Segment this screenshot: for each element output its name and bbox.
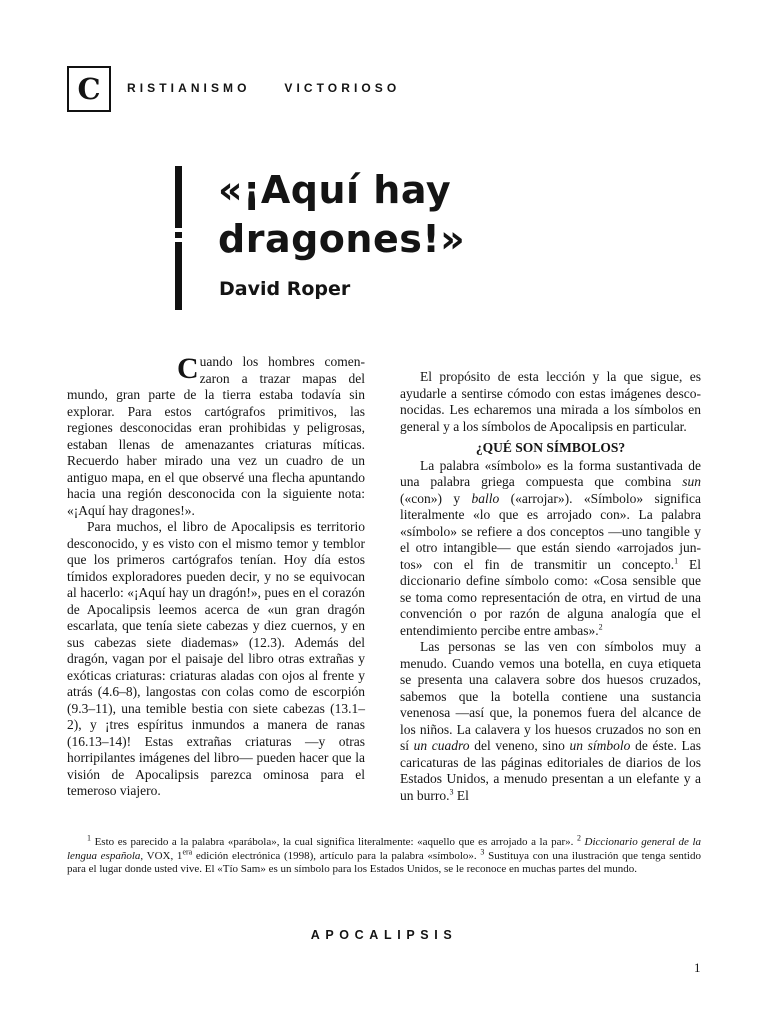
paragraph bbox=[400, 639, 701, 804]
paragraph: El propósito de esta lección y la que sigue, es ayudarle a sentirse cómodo con estas imágenes desconocidas. Les echaremos una mirada a los símbolos en general y a los símbolos de Apocalipsis en particular. bbox=[400, 369, 701, 434]
footnotes bbox=[67, 833, 701, 877]
header-title: RISTIANISMO VICTORIOSO bbox=[127, 81, 401, 95]
footnote-italic: Diccionario general de la lengua española bbox=[67, 836, 701, 862]
author-name: David Roper bbox=[219, 278, 351, 300]
paragraph bbox=[400, 458, 701, 640]
footnote-text: edición electrónica (1998), artículo para la palabra «símbolo». bbox=[192, 849, 481, 862]
footnote-number: 3 bbox=[480, 846, 485, 856]
footnote-number: 2 bbox=[576, 833, 581, 843]
title-bar-segment bbox=[175, 166, 182, 228]
header-initial: C bbox=[77, 71, 101, 106]
italic-term: un símbolo bbox=[569, 738, 631, 753]
text-run: de éste. Las caricaturas de las páginas editoriales de diarios de los Estados Unidos, a menudo presentan a un elefante y a un burro. bbox=[400, 738, 701, 803]
text-run: El bbox=[453, 787, 469, 803]
text-run: («con») y bbox=[400, 490, 472, 506]
footnote-number: 1 bbox=[87, 833, 91, 843]
right-column bbox=[400, 369, 701, 804]
footnote-ref: 3 bbox=[449, 787, 454, 796]
text-run: El diccionario define símbolo como: «Cosa sensible que se toma como representación de otra, en virtud de una convención o por razón de alguna analogía que el entendimiento percibe entre ambas». bbox=[400, 556, 702, 638]
title-line-2: dragones!» bbox=[218, 217, 466, 261]
title-bar-segment bbox=[175, 242, 182, 310]
title-bar-segment bbox=[175, 232, 182, 238]
text-run: Las personas se las ven con símbolos muy a menudo. Cuando vemos una botella, en cuya etiqueta se presenta una calavera sobre dos huesos cruzados, sabemos que la botella contiene una sustancia venenosa —así que, la ponemos fuera del alcance de los niños. La calavera y los huesos cruzados no son en sí bbox=[400, 639, 701, 753]
footnote-text: , VOX, 1 bbox=[140, 849, 183, 862]
italic-term: un cuadro bbox=[413, 738, 470, 753]
text-run: del veneno, sino bbox=[469, 738, 570, 753]
ordinal-suffix: era bbox=[182, 846, 193, 856]
section-heading: ¿QUÉ SON SÍMBOLOS? bbox=[475, 440, 626, 455]
text-run: La palabra «símbolo» es la forma sustantivada de una palabra griega compuesta que combina bbox=[400, 457, 701, 489]
footnote-text: Esto es parecido a la palabra «parábola», la cual significa literalmente: «aquello que es arrojado a la par». bbox=[91, 836, 577, 848]
left-column bbox=[67, 354, 365, 800]
italic-term: ballo bbox=[471, 490, 500, 506]
article-title bbox=[218, 166, 465, 264]
paragraph: Para muchos, el libro de Apocalipsis es territorio desconocido, y es visto con el mismo temor y temblor que los primeros cartógrafos tenían. Hoy día estos tímidos exploradores pueden decir, y no se equivocan al hacerlo: «¡Aquí hay un dragón!», pues en el corazón de Apocalipsis leemos acerca de «un gran dragón escarlata, que tenía siete cabezas y diez cuernos, y en sus cabezas siete diademas» (12.3). Además del dragón, vagan por el paisaje del libro otras extrañas y exóticas criaturas: criaturas aladas con ojos al frente y atrás (4.6–8), langostas con colas como de escorpión (9.3–11), una temible bestia con siete cabezas (13.1–2), y ¡tres espíritus inmundos a manera de ranas (16.13–14)! Estas extrañas criaturas —y otras horripilantes imágenes del libro— pueden hacer que la visión de Apocalipsis parezca ominosa para el temeroso viajero. bbox=[67, 519, 365, 798]
italic-term: sun bbox=[682, 474, 701, 489]
drop-cap: C bbox=[177, 352, 199, 385]
footnote-ref: 2 bbox=[598, 622, 603, 631]
title-line-1: «¡Aquí hay bbox=[218, 168, 452, 212]
text-run: («arrojar»). «Símbolo» significa literalmente «lo que es arrojado con». La palabra «símbolo» se refiere a dos conceptos —uno tangible y el otro intangible— que están siendo «arrojados juntos» con el fin de transmitir un concepto. bbox=[400, 490, 701, 572]
intro-paragraph bbox=[67, 354, 365, 519]
footnote-ref: 1 bbox=[674, 556, 679, 565]
page-number: 1 bbox=[694, 960, 701, 975]
footnote-text: Sustituya con una ilustración que tenga sentido para el lugar donde usted vive. El «Tío Sam» es un símbolo para los Estados Unidos, se le reconoce en muchas partes del mundo. bbox=[67, 849, 701, 875]
intro-text: uando los hombres comenzaron a trazar mapas del mundo, gran parte de la tierra estaba todavía sin explorar. Para estos cartógrafos primitivos, las regiones desconocidas eran prohibidas y peligrosas, estaban llenas de amenazantes criaturas míticas. Recuerdo haber mirado una vez un cuadro de un antiguo mapa, en el que observé una flecha apuntando hacia una región desconocida con la siguiente nota: «¡Aquí hay dragones!». bbox=[67, 354, 365, 518]
footer-book-title: APOCALIPSIS bbox=[310, 928, 458, 942]
header-initial-box bbox=[67, 66, 111, 112]
